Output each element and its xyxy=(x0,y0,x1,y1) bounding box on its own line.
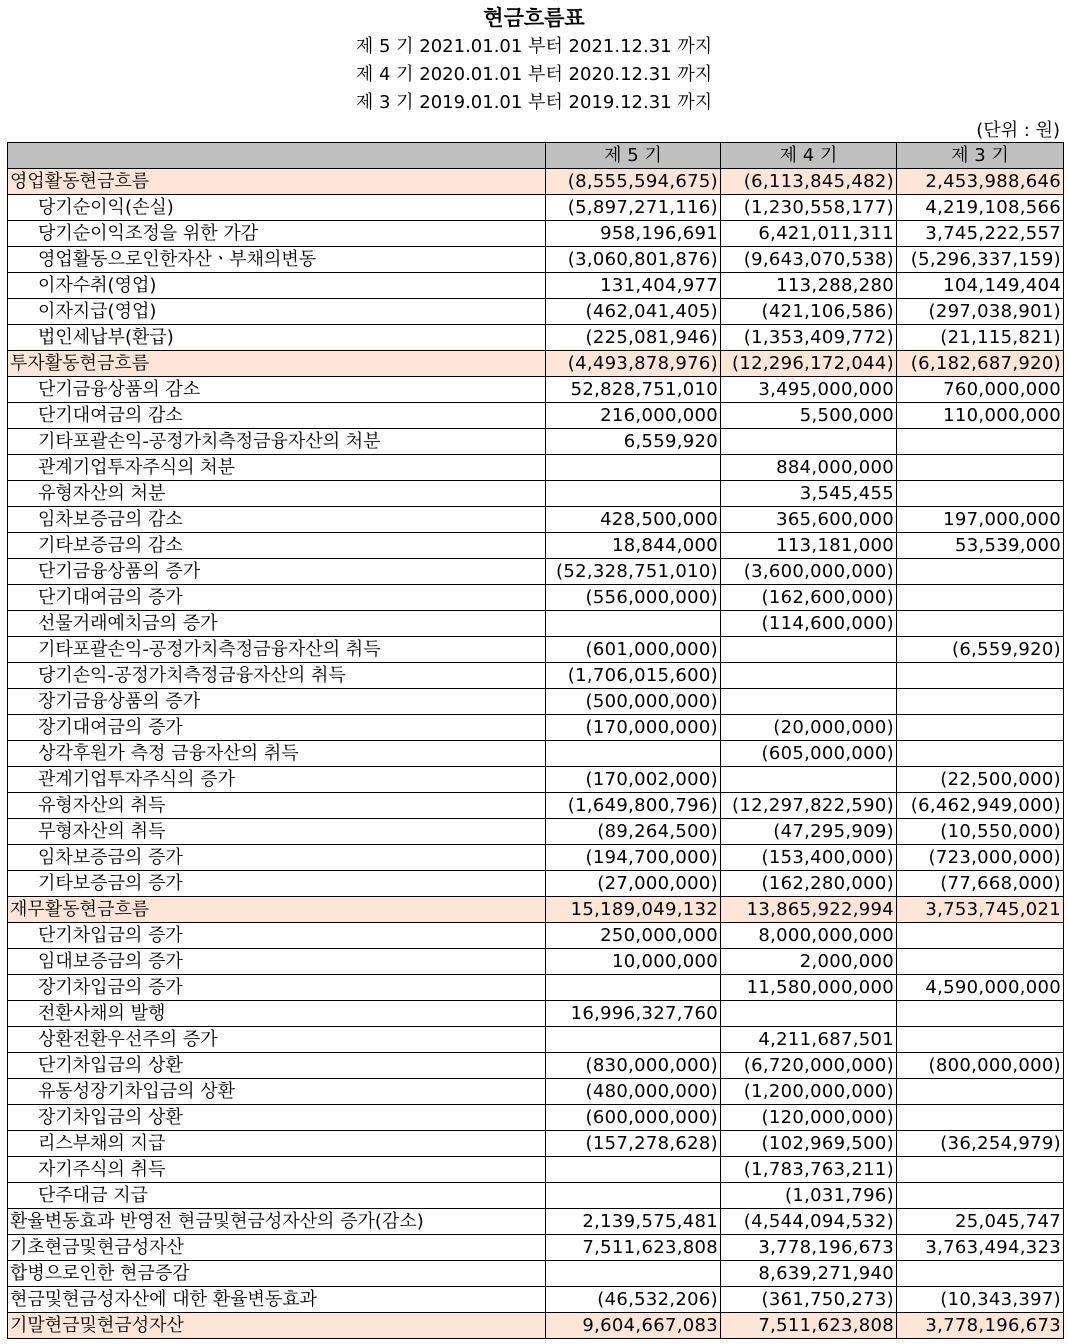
table-row xyxy=(8,715,1064,741)
table-row xyxy=(8,1261,1064,1287)
row-label: 당기순이익조정을 위한 가감 xyxy=(8,221,546,247)
value-cell-period-4 xyxy=(721,767,897,793)
table-row xyxy=(8,949,1064,975)
row-label: 당기순이익(손실) xyxy=(8,195,546,221)
value-cell-period-3: 104,149,404 xyxy=(897,273,1064,299)
value-cell-period-4: (153,400,000) xyxy=(721,845,897,871)
table-row xyxy=(8,247,1064,273)
value-cell-period-4: (12,297,822,590) xyxy=(721,793,897,819)
value-cell-period-4: (1,031,796) xyxy=(721,1183,897,1209)
value-cell-period-4: 8,639,271,940 xyxy=(721,1261,897,1287)
row-label: 무형자산의 취득 xyxy=(8,819,546,845)
value-cell-period-4: (361,750,273) xyxy=(721,1287,897,1313)
value-cell-period-4: 884,000,000 xyxy=(721,455,897,481)
row-label: 단주대금 지급 xyxy=(8,1183,546,1209)
value-cell-period-3: (10,343,397) xyxy=(897,1287,1064,1313)
value-cell-period-3: 3,745,222,557 xyxy=(897,221,1064,247)
table-row xyxy=(8,1053,1064,1079)
value-cell-period-5 xyxy=(546,1261,721,1287)
value-cell-period-5: (3,060,801,876) xyxy=(546,247,721,273)
table-row xyxy=(8,221,1064,247)
value-cell-period-3: (6,182,687,920) xyxy=(897,351,1064,377)
value-cell-period-5: 16,996,327,760 xyxy=(546,1001,721,1027)
period-line-4: 제 4 기 2020.01.01 부터 2020.12.31 까지 xyxy=(355,64,713,85)
value-cell-period-4 xyxy=(721,429,897,455)
value-cell-period-4: 2,000,000 xyxy=(721,949,897,975)
row-label: 단기대여금의 증가 xyxy=(8,585,546,611)
row-label: 현금및현금성자산에 대한 환율변동효과 xyxy=(8,1287,546,1313)
row-label: 단기대여금의 감소 xyxy=(8,403,546,429)
row-label: 당기손익-공정가치측정금융자산의 취득 xyxy=(8,663,546,689)
value-cell-period-4: (6,113,845,482) xyxy=(721,169,897,195)
row-label: 영업활동으로인한자산ㆍ부채의변동 xyxy=(8,247,546,273)
value-cell-period-3 xyxy=(897,1027,1064,1053)
row-label: 투자활동현금흐름 xyxy=(8,351,546,377)
value-cell-period-4: 8,000,000,000 xyxy=(721,923,897,949)
table-row xyxy=(8,871,1064,897)
row-label: 관계기업투자주식의 증가 xyxy=(8,767,546,793)
value-cell-period-3: 53,539,000 xyxy=(897,533,1064,559)
value-cell-period-3: (21,115,821) xyxy=(897,325,1064,351)
value-cell-period-3: 25,045,747 xyxy=(897,1209,1064,1235)
value-cell-period-4: (102,969,500) xyxy=(721,1131,897,1157)
table-row xyxy=(8,663,1064,689)
table-row xyxy=(8,611,1064,637)
table-row xyxy=(8,403,1064,429)
table-row xyxy=(8,819,1064,845)
table-row xyxy=(8,1209,1064,1235)
value-cell-period-3: (10,550,000) xyxy=(897,819,1064,845)
value-cell-period-4: (4,544,094,532) xyxy=(721,1209,897,1235)
value-cell-period-5: 15,189,049,132 xyxy=(546,897,721,923)
value-cell-period-4: (6,720,000,000) xyxy=(721,1053,897,1079)
row-label: 유형자산의 처분 xyxy=(8,481,546,507)
value-cell-period-3 xyxy=(897,1261,1064,1287)
value-cell-period-4: (120,000,000) xyxy=(721,1105,897,1131)
table-row xyxy=(8,429,1064,455)
value-cell-period-4: 13,865,922,994 xyxy=(721,897,897,923)
table-row xyxy=(8,585,1064,611)
value-cell-period-3: (36,254,979) xyxy=(897,1131,1064,1157)
row-label: 자기주식의 취득 xyxy=(8,1157,546,1183)
value-cell-period-5 xyxy=(546,481,721,507)
row-label: 단기차입금의 증가 xyxy=(8,923,546,949)
row-label: 법인세납부(환급) xyxy=(8,325,546,351)
value-cell-period-4: (9,643,070,538) xyxy=(721,247,897,273)
table-row xyxy=(8,559,1064,585)
table-row xyxy=(8,1001,1064,1027)
value-cell-period-4: (421,106,586) xyxy=(721,299,897,325)
value-cell-period-4: (12,296,172,044) xyxy=(721,351,897,377)
value-cell-period-3 xyxy=(897,1183,1064,1209)
value-cell-period-3 xyxy=(897,715,1064,741)
value-cell-period-5 xyxy=(546,455,721,481)
value-cell-period-5: (830,000,000) xyxy=(546,1053,721,1079)
value-cell-period-3: (6,462,949,000) xyxy=(897,793,1064,819)
unit-label: (단위 : 원) xyxy=(976,120,1060,141)
value-cell-period-4 xyxy=(721,689,897,715)
value-cell-period-5 xyxy=(546,741,721,767)
table-row xyxy=(8,975,1064,1001)
table-row xyxy=(8,481,1064,507)
value-cell-period-5: (225,081,946) xyxy=(546,325,721,351)
value-cell-period-5: (194,700,000) xyxy=(546,845,721,871)
value-cell-period-5: 428,500,000 xyxy=(546,507,721,533)
row-label: 재무활동현금흐름 xyxy=(8,897,546,923)
value-cell-period-3 xyxy=(897,429,1064,455)
table-row xyxy=(8,1313,1064,1339)
value-cell-period-4: 11,580,000,000 xyxy=(721,975,897,1001)
value-cell-period-5 xyxy=(546,1027,721,1053)
value-cell-period-5: 18,844,000 xyxy=(546,533,721,559)
value-cell-period-5: (46,532,206) xyxy=(546,1287,721,1313)
value-cell-period-5: 10,000,000 xyxy=(546,949,721,975)
value-cell-period-3 xyxy=(897,1105,1064,1131)
value-cell-period-3: 4,590,000,000 xyxy=(897,975,1064,1001)
value-cell-period-5: (500,000,000) xyxy=(546,689,721,715)
value-cell-period-4: 3,495,000,000 xyxy=(721,377,897,403)
value-cell-period-5: (4,493,878,976) xyxy=(546,351,721,377)
table-row xyxy=(8,1027,1064,1053)
value-cell-period-4: 6,421,011,311 xyxy=(721,221,897,247)
row-label: 단기금융상품의 증가 xyxy=(8,559,546,585)
value-cell-period-4: 4,211,687,501 xyxy=(721,1027,897,1053)
value-cell-period-3 xyxy=(897,741,1064,767)
table-row xyxy=(8,377,1064,403)
value-cell-period-5: (170,000,000) xyxy=(546,715,721,741)
value-cell-period-5 xyxy=(546,1157,721,1183)
row-label: 리스부채의 지급 xyxy=(8,1131,546,1157)
table-row xyxy=(8,1131,1064,1157)
value-cell-period-5: 250,000,000 xyxy=(546,923,721,949)
value-cell-period-3: 4,219,108,566 xyxy=(897,195,1064,221)
header-period-4: 제 4 기 xyxy=(721,143,897,169)
period-line-5: 제 5 기 2021.01.01 부터 2021.12.31 까지 xyxy=(355,36,713,57)
value-cell-period-4: 113,181,000 xyxy=(721,533,897,559)
header-period-3: 제 3 기 xyxy=(897,143,1064,169)
table-row xyxy=(8,325,1064,351)
table-row xyxy=(8,1287,1064,1313)
value-cell-period-5: (480,000,000) xyxy=(546,1079,721,1105)
row-label: 상각후원가 측정 금융자산의 취득 xyxy=(8,741,546,767)
value-cell-period-5: (157,278,628) xyxy=(546,1131,721,1157)
row-label: 상환전환우선주의 증가 xyxy=(8,1027,546,1053)
row-label: 임대보증금의 증가 xyxy=(8,949,546,975)
value-cell-period-3: 3,778,196,673 xyxy=(897,1313,1064,1339)
value-cell-period-3 xyxy=(897,663,1064,689)
document-title: 현금흐름표 xyxy=(483,6,585,30)
value-cell-period-3 xyxy=(897,559,1064,585)
table-row xyxy=(8,845,1064,871)
value-cell-period-3: (6,559,920) xyxy=(897,637,1064,663)
value-cell-period-4: 3,778,196,673 xyxy=(721,1235,897,1261)
value-cell-period-3: 3,753,745,021 xyxy=(897,897,1064,923)
table-row xyxy=(8,637,1064,663)
table-row xyxy=(8,689,1064,715)
value-cell-period-5: (600,000,000) xyxy=(546,1105,721,1131)
table-row xyxy=(8,897,1064,923)
table-row xyxy=(8,793,1064,819)
row-label: 합병으로인한 현금증감 xyxy=(8,1261,546,1287)
value-cell-period-3: 760,000,000 xyxy=(897,377,1064,403)
value-cell-period-3: (297,038,901) xyxy=(897,299,1064,325)
value-cell-period-4: (1,783,763,211) xyxy=(721,1157,897,1183)
value-cell-period-3 xyxy=(897,949,1064,975)
row-label: 환율변동효과 반영전 현금및현금성자산의 증가(감소) xyxy=(8,1209,546,1235)
value-cell-period-3 xyxy=(897,481,1064,507)
value-cell-period-3: 2,453,988,646 xyxy=(897,169,1064,195)
header-period-5: 제 5 기 xyxy=(546,143,721,169)
value-cell-period-4: (20,000,000) xyxy=(721,715,897,741)
table-row xyxy=(8,351,1064,377)
value-cell-period-4: 113,288,280 xyxy=(721,273,897,299)
value-cell-period-3: (5,296,337,159) xyxy=(897,247,1064,273)
table-row xyxy=(8,533,1064,559)
value-cell-period-5: (1,649,800,796) xyxy=(546,793,721,819)
row-label: 유동성장기차입금의 상환 xyxy=(8,1079,546,1105)
value-cell-period-3 xyxy=(897,689,1064,715)
value-cell-period-4: (1,200,000,000) xyxy=(721,1079,897,1105)
value-cell-period-4: (47,295,909) xyxy=(721,819,897,845)
table-row xyxy=(8,507,1064,533)
value-cell-period-5: (5,897,271,116) xyxy=(546,195,721,221)
row-label: 단기금융상품의 감소 xyxy=(8,377,546,403)
value-cell-period-3 xyxy=(897,1001,1064,1027)
value-cell-period-4 xyxy=(721,637,897,663)
value-cell-period-5: (52,328,751,010) xyxy=(546,559,721,585)
row-label: 관계기업투자주식의 처분 xyxy=(8,455,546,481)
value-cell-period-4: (605,000,000) xyxy=(721,741,897,767)
value-cell-period-3: (723,000,000) xyxy=(897,845,1064,871)
value-cell-period-4: 7,511,623,808 xyxy=(721,1313,897,1339)
value-cell-period-5: (89,264,500) xyxy=(546,819,721,845)
value-cell-period-5: (27,000,000) xyxy=(546,871,721,897)
table-row xyxy=(8,1157,1064,1183)
table-row xyxy=(8,455,1064,481)
value-cell-period-4: (1,230,558,177) xyxy=(721,195,897,221)
row-label: 단기차입금의 상환 xyxy=(8,1053,546,1079)
table-row xyxy=(8,299,1064,325)
table-row xyxy=(8,195,1064,221)
period-line-3: 제 3 기 2019.01.01 부터 2019.12.31 까지 xyxy=(355,92,713,113)
value-cell-period-5: (601,000,000) xyxy=(546,637,721,663)
header-row xyxy=(8,143,1064,169)
value-cell-period-4: 365,600,000 xyxy=(721,507,897,533)
value-cell-period-5 xyxy=(546,1183,721,1209)
value-cell-period-3 xyxy=(897,585,1064,611)
row-label: 이자지급(영업) xyxy=(8,299,546,325)
value-cell-period-5: 216,000,000 xyxy=(546,403,721,429)
value-cell-period-3 xyxy=(897,1157,1064,1183)
table-row xyxy=(8,1183,1064,1209)
value-cell-period-5: 52,828,751,010 xyxy=(546,377,721,403)
value-cell-period-5: 958,196,691 xyxy=(546,221,721,247)
value-cell-period-5: (8,555,594,675) xyxy=(546,169,721,195)
row-label: 임차보증금의 감소 xyxy=(8,507,546,533)
value-cell-period-4: 3,545,455 xyxy=(721,481,897,507)
value-cell-period-5: 2,139,575,481 xyxy=(546,1209,721,1235)
value-cell-period-4: (1,353,409,772) xyxy=(721,325,897,351)
value-cell-period-3: 110,000,000 xyxy=(897,403,1064,429)
value-cell-period-5 xyxy=(546,611,721,637)
value-cell-period-3 xyxy=(897,923,1064,949)
row-label: 기타보증금의 감소 xyxy=(8,533,546,559)
value-cell-period-3: (800,000,000) xyxy=(897,1053,1064,1079)
row-label: 기초현금및현금성자산 xyxy=(8,1235,546,1261)
value-cell-period-5: 131,404,977 xyxy=(546,273,721,299)
table-row xyxy=(8,1235,1064,1261)
row-label: 기타보증금의 증가 xyxy=(8,871,546,897)
value-cell-period-4: (162,280,000) xyxy=(721,871,897,897)
row-label: 기말현금및현금성자산 xyxy=(8,1313,546,1339)
table-row xyxy=(8,767,1064,793)
value-cell-period-5: (462,041,405) xyxy=(546,299,721,325)
value-cell-period-5: 7,511,623,808 xyxy=(546,1235,721,1261)
row-label: 장기대여금의 증가 xyxy=(8,715,546,741)
value-cell-period-5: 6,559,920 xyxy=(546,429,721,455)
table-row xyxy=(8,273,1064,299)
row-label: 장기금융상품의 증가 xyxy=(8,689,546,715)
value-cell-period-3 xyxy=(897,611,1064,637)
value-cell-period-3 xyxy=(897,455,1064,481)
value-cell-period-5: (1,706,015,600) xyxy=(546,663,721,689)
value-cell-period-4 xyxy=(721,1001,897,1027)
value-cell-period-5: 9,604,667,083 xyxy=(546,1313,721,1339)
value-cell-period-4: (114,600,000) xyxy=(721,611,897,637)
table-row xyxy=(8,1079,1064,1105)
row-label: 임차보증금의 증가 xyxy=(8,845,546,871)
row-label: 장기차입금의 상환 xyxy=(8,1105,546,1131)
value-cell-period-5: (170,002,000) xyxy=(546,767,721,793)
row-label: 이자수취(영업) xyxy=(8,273,546,299)
value-cell-period-3: (77,668,000) xyxy=(897,871,1064,897)
value-cell-period-4: (162,600,000) xyxy=(721,585,897,611)
value-cell-period-4: 5,500,000 xyxy=(721,403,897,429)
table-row xyxy=(8,1105,1064,1131)
row-label: 기타포괄손익-공정가치측정금융자산의 취득 xyxy=(8,637,546,663)
value-cell-period-3: 3,763,494,323 xyxy=(897,1235,1064,1261)
value-cell-period-3 xyxy=(897,1079,1064,1105)
row-label: 기타포괄손익-공정가치측정금융자산의 처분 xyxy=(8,429,546,455)
value-cell-period-4 xyxy=(721,663,897,689)
header-label xyxy=(8,143,546,169)
table-row xyxy=(8,923,1064,949)
table-row xyxy=(8,169,1064,195)
value-cell-period-5: (556,000,000) xyxy=(546,585,721,611)
value-cell-period-4: (3,600,000,000) xyxy=(721,559,897,585)
cash-flow-table xyxy=(7,142,1064,1339)
row-label: 장기차입금의 증가 xyxy=(8,975,546,1001)
row-label: 영업활동현금흐름 xyxy=(8,169,546,195)
row-label: 전환사채의 발행 xyxy=(8,1001,546,1027)
value-cell-period-5 xyxy=(546,975,721,1001)
row-label: 선물거래예치금의 증가 xyxy=(8,611,546,637)
row-label: 유형자산의 취득 xyxy=(8,793,546,819)
value-cell-period-3: 197,000,000 xyxy=(897,507,1064,533)
table-row xyxy=(8,741,1064,767)
value-cell-period-3: (22,500,000) xyxy=(897,767,1064,793)
